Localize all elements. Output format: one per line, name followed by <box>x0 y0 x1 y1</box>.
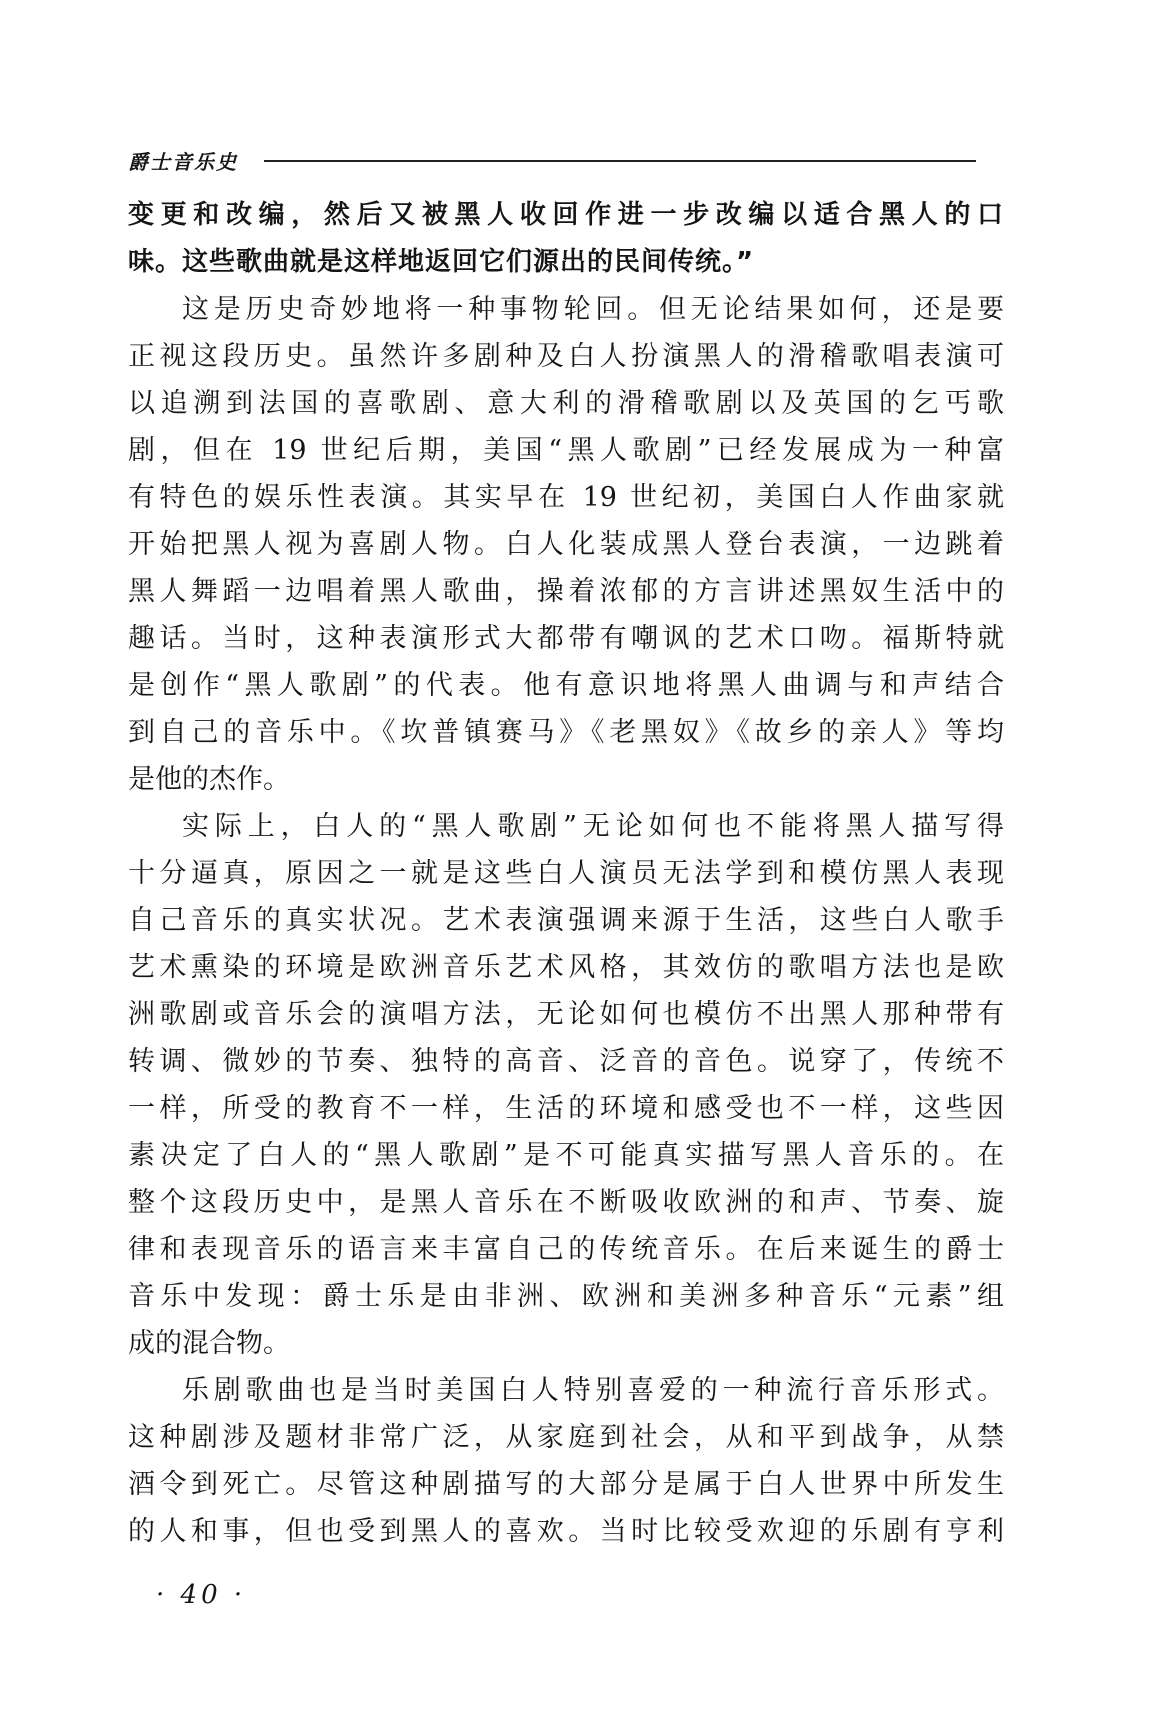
text-line: 以追溯到法国的喜歌剧、意大利的滑稽歌剧以及英国的乞丐歌 <box>128 388 1004 419</box>
text-line: 转调、微妙的节奏、独特的高音、泛音的音色。说穿了，传统不 <box>128 1046 1004 1077</box>
text-line: 开始把黑人视为喜剧人物。白人化装成黑人登台表演，一边跳着 <box>128 529 1004 560</box>
running-header <box>128 140 976 180</box>
text-line: 艺术熏染的环境是欧洲音乐艺术风格，其效仿的歌唱方法也是欧 <box>128 952 1004 983</box>
text-line: 酒令到死亡。尽管这种剧描写的大部分是属于白人世界中所发生 <box>128 1469 1004 1500</box>
text-line: 是创作“黑人歌剧”的代表。他有意识地将黑人曲调与和声结合 <box>128 670 1004 701</box>
text-line: 正视这段历史。虽然许多剧种及白人扮演黑人的滑稽歌唱表演可 <box>128 341 1004 372</box>
text-line: 律和表现音乐的语言来丰富自己的传统音乐。在后来诞生的爵士 <box>128 1234 1004 1265</box>
text-line: 自己音乐的真实状况。艺术表演强调来源于生活，这些白人歌手 <box>128 905 1004 936</box>
text-line: 变更和改编，然后又被黑人收回作进一步改编以适合黑人的口 <box>128 200 1004 230</box>
text-line: 一样，所受的教育不一样，生活的环境和感受也不一样，这些因 <box>128 1093 1004 1124</box>
text-line: 黑人舞蹈一边唱着黑人歌曲，操着浓郁的方言讲述黑奴生活中的 <box>128 576 1004 607</box>
text-line: 素决定了白人的“黑人歌剧”是不可能真实描写黑人音乐的。在 <box>128 1140 1004 1171</box>
text-line: 这种剧涉及题材非常广泛，从家庭到社会，从和平到战争，从禁 <box>128 1422 1004 1453</box>
body-text <box>128 192 1004 1555</box>
header-rule <box>264 160 976 162</box>
text-line: 有特色的娱乐性表演。其实早在 19 世纪初，美国白人作曲家就 <box>128 482 1004 513</box>
text-line: 十分逼真，原因之一就是这些白人演员无法学到和模仿黑人表现 <box>128 858 1004 889</box>
text-line: 整个这段历史中，是黑人音乐在不断吸收欧洲的和声、节奏、旋 <box>128 1187 1004 1218</box>
text-line: 音乐中发现：爵士乐是由非洲、欧洲和美洲多种音乐“元素”组 <box>128 1281 1004 1312</box>
text-line: 味。这些歌曲就是这样地返回它们源出的民间传统。” <box>128 247 755 277</box>
text-line: 乐剧歌曲也是当时美国白人特别喜爱的一种流行音乐形式。 <box>182 1375 1004 1406</box>
text-line: 剧，但在 19 世纪后期，美国“黑人歌剧”已经发展成为一种富 <box>128 435 1004 466</box>
page-number: · 40 · <box>156 1580 247 1610</box>
text-line: 洲歌剧或音乐会的演唱方法，无论如何也模仿不出黑人那种带有 <box>128 999 1004 1030</box>
running-header-title: 爵士音乐史 <box>128 149 238 174</box>
text-line: 是他的杰作。 <box>128 764 290 795</box>
text-line: 成的混合物。 <box>128 1328 290 1359</box>
text-line: 的人和事，但也受到黑人的喜欢。当时比较受欢迎的乐剧有亨利 <box>128 1516 1004 1547</box>
text-line: 这是历史奇妙地将一种事物轮回。但无论结果如何，还是要 <box>182 294 1004 325</box>
text-line: 到自己的音乐中。《坎普镇赛马》《老黑奴》《故乡的亲人》等均 <box>128 717 1004 748</box>
text-line: 趣话。当时，这种表演形式大都带有嘲讽的艺术口吻。福斯特就 <box>128 623 1004 654</box>
text-line: 实际上，白人的“黑人歌剧”无论如何也不能将黑人描写得 <box>182 811 1004 842</box>
